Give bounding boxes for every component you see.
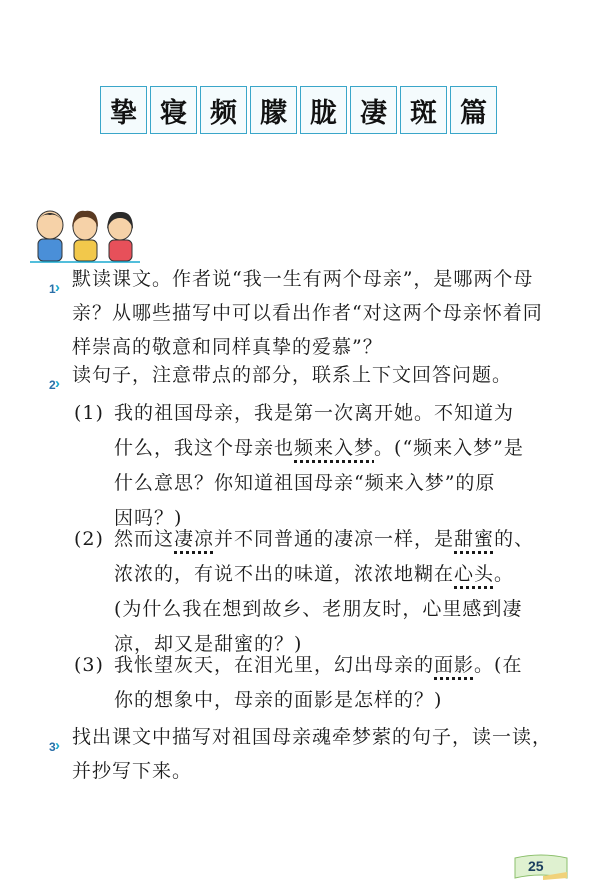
vocab-char: 挚 xyxy=(100,86,147,134)
vocab-char: 篇 xyxy=(450,86,497,134)
sub-question-3 xyxy=(74,648,523,718)
vocab-char: 寝 xyxy=(150,86,197,134)
question-1 xyxy=(49,262,543,364)
sub-question-line: 我的祖国母亲，我是第一次离开她。不知道为 xyxy=(114,402,515,424)
sub-question-line: 因吗？) xyxy=(114,507,183,529)
dotted-phrase: 甜蜜 xyxy=(454,528,495,550)
sub-question-line: 然而这凄凉并不同普通的凄凉一样，是甜蜜的、 xyxy=(114,528,535,550)
sub-question-line: (为什么我在想到故乡、老朋友时，心里感到凄 xyxy=(114,598,523,620)
dotted-phrase: 面影 xyxy=(434,654,475,676)
question-line: 找出课文中描写对祖国母亲魂牵梦萦的句子，读一读， xyxy=(72,726,553,748)
chevron-right-icon: › xyxy=(55,279,61,296)
page-number: 25 xyxy=(528,858,544,874)
vocab-char: 斑 xyxy=(400,86,447,134)
vocab-char: 朦 xyxy=(250,86,297,134)
vocabulary-row xyxy=(100,86,497,134)
vocab-char: 频 xyxy=(200,86,247,134)
vocab-char: 胧 xyxy=(300,86,347,134)
sub-question-line: 我怅望灰天，在泪光里，幻出母亲的面影。(在 xyxy=(114,654,523,676)
vocab-char: 凄 xyxy=(350,86,397,134)
sub-question-label: (2) xyxy=(74,528,104,550)
question-number: 1 xyxy=(49,282,57,296)
question-number: 2 xyxy=(49,378,57,392)
question-marker xyxy=(46,728,70,754)
question-3 xyxy=(49,720,553,788)
question-intro: 读句子，注意带点的部分，联系上下文回答问题。 xyxy=(72,364,513,386)
dotted-phrase: 心头 xyxy=(454,563,495,585)
chevron-right-icon: › xyxy=(55,375,61,392)
chevron-right-icon: › xyxy=(55,737,61,754)
question-line: 默读课文。作者说“我一生有两个母亲”，是哪两个母 xyxy=(72,268,534,290)
sub-question-line: 你的想象中，母亲的面影是怎样的？) xyxy=(114,689,443,711)
dotted-phrase: 凄凉 xyxy=(174,528,215,550)
children-illustration xyxy=(30,205,140,263)
question-line: 样崇高的敬意和同样真挚的爱慕”？ xyxy=(72,336,383,358)
sub-question-1 xyxy=(74,396,524,536)
question-marker xyxy=(46,270,70,296)
question-number: 3 xyxy=(49,740,57,754)
sub-question-line: 什么，我这个母亲也频来入梦。(“频来入梦”是 xyxy=(114,437,524,459)
sub-question-line: 凉，却又是甜蜜的？) xyxy=(114,633,303,655)
sub-question-label: (1) xyxy=(74,402,104,424)
question-line: 亲？从哪些描写中可以看出作者“对这两个母亲怀着同 xyxy=(72,302,543,324)
sub-question-line: 浓浓的，有说不出的味道，浓浓地糊在心头。 xyxy=(114,563,515,585)
sub-question-label: (3) xyxy=(74,654,104,676)
question-2 xyxy=(49,358,513,392)
sub-question-2 xyxy=(74,522,535,662)
question-line: 并抄写下来。 xyxy=(72,760,193,782)
dotted-phrase: 频来入梦 xyxy=(294,437,375,459)
sub-question-line: 什么意思？你知道祖国母亲“频来入梦”的原 xyxy=(114,472,496,494)
question-marker xyxy=(46,366,70,392)
